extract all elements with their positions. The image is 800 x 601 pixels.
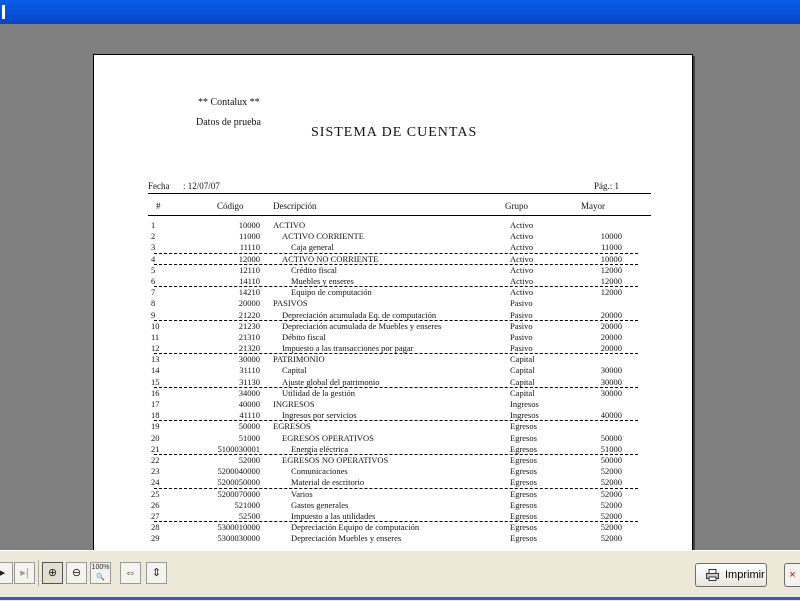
table-row xyxy=(94,231,692,242)
table-row xyxy=(94,354,692,365)
cell-mayor: 20000 xyxy=(600,343,622,354)
cell-code: 21310 xyxy=(238,331,260,342)
cell-code: 34000 xyxy=(238,387,260,398)
table-row xyxy=(94,298,692,309)
cell-code: 20000 xyxy=(238,298,260,309)
zoom-in-icon[interactable]: ⊕ xyxy=(42,562,63,584)
cell-desc: Depreciación acumulada Eq. de computación xyxy=(282,309,437,320)
cell-code: 10000 xyxy=(238,220,260,230)
cell-desc: Depreciación acumulada de Muebles y enseres xyxy=(282,320,442,331)
cell-group: Egresos xyxy=(510,499,537,510)
cell-desc: Varios xyxy=(291,488,313,499)
cell-num: 7 xyxy=(151,287,156,298)
window-titlebar[interactable] xyxy=(0,0,800,24)
cell-code: 12000 xyxy=(238,253,260,264)
cell-num: 17 xyxy=(151,399,160,409)
report-page xyxy=(93,54,693,550)
cell-code: 5200050000 xyxy=(217,477,260,488)
cell-mayor: 52000 xyxy=(600,466,622,477)
cell-code: 41110 xyxy=(239,410,260,421)
table-row xyxy=(94,321,692,332)
header-rule-bottom xyxy=(148,215,651,216)
cell-num: 9 xyxy=(151,309,156,320)
cell-code: 11000 xyxy=(239,231,260,242)
cell-group: Pasivo xyxy=(510,343,533,354)
table-row xyxy=(151,410,638,421)
cell-desc: PATRIMONIO xyxy=(273,354,325,365)
cell-desc: Comunicaciones xyxy=(291,466,348,477)
cell-desc: Equipo de computación xyxy=(291,287,372,298)
cell-group: Activo xyxy=(510,275,534,286)
cell-group: Ingresos xyxy=(510,410,539,421)
cell-mayor: 10000 xyxy=(600,231,622,242)
cell-mayor: 12000 xyxy=(600,287,622,298)
cell-group: Egresos xyxy=(510,477,537,488)
cell-num: 10 xyxy=(151,320,160,331)
cell-mayor: 20000 xyxy=(600,320,622,331)
cell-mayor: 12000 xyxy=(600,264,622,275)
accounts-table xyxy=(94,220,692,544)
cell-mayor: 52000 xyxy=(600,510,622,521)
cell-mayor: 51000 xyxy=(600,443,622,454)
cell-desc: Débito fiscal xyxy=(282,331,326,342)
cell-desc: Depreciación Muebles y enseres xyxy=(291,533,402,544)
cell-code: 5300030000 xyxy=(217,533,260,544)
cell-num: 6 xyxy=(151,275,156,286)
cell-num: 26 xyxy=(151,499,160,510)
table-row xyxy=(94,466,692,477)
cell-num: 5 xyxy=(151,264,156,275)
cell-group: Egresos xyxy=(510,533,537,544)
cell-desc: ACTIVO NO CORRIENTE xyxy=(282,253,379,264)
cell-group: Activo xyxy=(510,231,534,242)
cell-group: Activo xyxy=(510,220,534,230)
table-row xyxy=(94,265,692,276)
page-width-icon[interactable]: ⇔ xyxy=(120,562,141,584)
cell-num: 2 xyxy=(151,231,156,242)
last-page-icon[interactable]: ▸ xyxy=(0,562,13,584)
page-height-icon[interactable]: ⇕ xyxy=(146,562,167,584)
close-icon[interactable]: × xyxy=(784,563,800,587)
cell-num: 28 xyxy=(151,522,160,533)
cell-group: Pasivo xyxy=(510,320,533,331)
cell-desc: Caja general xyxy=(291,242,334,253)
table-row xyxy=(94,533,692,544)
cell-code: 21220 xyxy=(238,309,260,320)
cell-code: 51000 xyxy=(238,432,260,443)
cell-num: 16 xyxy=(151,387,160,398)
cell-mayor: 52000 xyxy=(600,499,622,510)
cell-group: Pasivo xyxy=(510,331,533,342)
cell-code: 21230 xyxy=(238,320,260,331)
cell-code: 11110 xyxy=(239,242,260,253)
cell-desc: EGRESOS OPERATIVOS xyxy=(282,432,374,443)
cell-group: Capital xyxy=(510,387,535,398)
window-icon xyxy=(2,5,5,19)
cell-group: Egresos xyxy=(510,510,537,521)
first-page-disabled-icon: ▸| xyxy=(14,562,35,584)
cell-group: Activo xyxy=(510,253,534,264)
table-row xyxy=(151,510,638,522)
print-button[interactable] xyxy=(695,563,767,587)
cell-code: 31130 xyxy=(239,376,260,387)
zoom-100-icon[interactable]: 100% 🔍 xyxy=(90,562,111,584)
printer-icon xyxy=(706,569,719,581)
cell-desc: Energía eléctrica xyxy=(291,443,349,454)
cell-code: 5300010000 xyxy=(217,522,260,533)
table-row xyxy=(151,443,638,455)
cell-group: Activo xyxy=(510,242,534,253)
table-row xyxy=(94,421,692,432)
cell-code: 52500 xyxy=(238,510,260,521)
cell-num: 19 xyxy=(151,421,160,432)
cell-mayor: 10000 xyxy=(600,253,622,264)
page-number: Pág.: 1 xyxy=(594,181,620,191)
cell-num: 24 xyxy=(151,477,160,488)
cell-num: 11 xyxy=(151,331,160,342)
cell-num: 14 xyxy=(151,365,160,376)
cell-group: Egresos xyxy=(510,522,537,533)
table-row xyxy=(94,220,692,231)
table-row xyxy=(151,343,638,354)
cell-desc: ACTIVO CORRIENTE xyxy=(282,231,364,242)
report-title: SISTEMA DE CUENTAS xyxy=(311,125,478,140)
cell-desc: Ajuste global del patrimonio xyxy=(282,376,380,387)
table-row xyxy=(94,433,692,444)
table-row xyxy=(94,399,692,410)
col-header-mayor: Mayor xyxy=(581,201,605,211)
table-row xyxy=(151,376,638,388)
zoom-out-icon[interactable]: ⊖ xyxy=(66,562,87,584)
cell-desc: Impuesto a las utilidades xyxy=(291,510,376,521)
cell-group: Capital xyxy=(510,376,535,387)
cell-num: 27 xyxy=(151,510,160,521)
cell-code: 31110 xyxy=(239,365,260,376)
cell-code: 14110 xyxy=(239,275,260,286)
cell-num: 25 xyxy=(151,488,160,499)
table-row xyxy=(151,253,638,265)
cell-group: Activo xyxy=(510,287,534,298)
cell-code: 30000 xyxy=(238,354,260,365)
table-row xyxy=(151,242,638,253)
cell-code: 50000 xyxy=(238,421,260,432)
col-header-code: Código xyxy=(217,201,244,211)
cell-group: Egresos xyxy=(510,421,537,432)
cell-mayor: 12000 xyxy=(600,275,622,286)
table-row xyxy=(94,500,692,511)
cell-mayor: 20000 xyxy=(600,309,622,320)
table-row xyxy=(94,287,692,298)
cell-code: 12110 xyxy=(239,264,260,275)
table-row xyxy=(151,477,638,488)
cell-group: Pasivo xyxy=(510,298,533,309)
cell-mayor: 52000 xyxy=(600,533,622,544)
cell-mayor: 52000 xyxy=(600,488,622,499)
cell-mayor: 52000 xyxy=(600,522,622,533)
cell-group: Egresos xyxy=(510,488,537,499)
zoom-100-label: 100% xyxy=(91,564,110,571)
cell-mayor: 40000 xyxy=(600,410,622,421)
cell-desc: Muebles y enseres xyxy=(291,275,354,286)
cell-desc: PASIVOS xyxy=(273,298,308,309)
cell-group: Ingresos xyxy=(510,399,539,409)
table-row xyxy=(151,275,638,287)
table-row xyxy=(94,489,692,500)
cell-num: 15 xyxy=(151,376,160,387)
col-header-group: Grupo xyxy=(505,201,528,211)
cell-code: 52000 xyxy=(238,454,260,465)
cell-num: 18 xyxy=(151,410,160,421)
cell-mayor: 30000 xyxy=(600,376,622,387)
table-row xyxy=(94,522,692,533)
print-label: Imprimir xyxy=(725,569,765,581)
cell-code: 14210 xyxy=(238,287,260,298)
cell-mayor: 30000 xyxy=(600,387,622,398)
report-subtitle: Datos de prueba xyxy=(196,117,261,128)
cell-code: 40000 xyxy=(238,399,260,409)
cell-desc: Ingresos por servicios xyxy=(282,410,357,421)
cell-desc: EGRESOS NO OPERATIVOS xyxy=(282,454,389,465)
cell-desc: Material de escritorio xyxy=(291,477,365,488)
cell-desc: INGRESOS xyxy=(273,399,315,409)
cell-num: 21 xyxy=(151,443,160,454)
col-header-desc: Descripción xyxy=(273,201,317,211)
cell-num: 13 xyxy=(151,354,160,365)
cell-desc: Capital xyxy=(282,365,307,376)
cell-group: Egresos xyxy=(510,443,537,454)
cell-num: 4 xyxy=(151,253,156,264)
preview-toolbar xyxy=(0,550,800,601)
report-date: Fecha : 12/07/07 xyxy=(148,181,220,191)
cell-num: 8 xyxy=(151,298,156,309)
cell-code: 5200070000 xyxy=(217,488,260,499)
cell-code: 21320 xyxy=(238,343,260,354)
cell-num: 23 xyxy=(151,466,160,477)
preview-viewport[interactable] xyxy=(0,24,800,550)
cell-desc: EGRESOS xyxy=(273,421,311,432)
table-row xyxy=(94,455,692,466)
table-row xyxy=(94,332,692,343)
cell-group: Pasivo xyxy=(510,309,533,320)
cell-group: Capital xyxy=(510,365,535,376)
header-rule-top xyxy=(148,193,651,194)
cell-num: 22 xyxy=(151,454,160,465)
cell-num: 3 xyxy=(151,242,156,253)
table-row xyxy=(94,388,692,399)
cell-num: 12 xyxy=(151,343,160,354)
cell-mayor: 52000 xyxy=(600,477,622,488)
cell-group: Capital xyxy=(510,354,535,365)
cell-mayor: 11000 xyxy=(601,242,622,253)
cell-desc: Crédito fiscal xyxy=(291,264,338,275)
cell-mayor: 50000 xyxy=(600,454,622,465)
cell-code: 5100030001 xyxy=(217,443,260,454)
cell-desc: Depreciación Equipo de computación xyxy=(291,522,420,533)
cell-mayor: 20000 xyxy=(600,331,622,342)
cell-mayor: 50000 xyxy=(600,432,622,443)
table-row xyxy=(94,365,692,376)
cell-num: 29 xyxy=(151,533,160,544)
toolbar-separator xyxy=(38,560,39,586)
cell-group: Egresos xyxy=(510,454,537,465)
cell-num: 20 xyxy=(151,432,160,443)
table-row xyxy=(151,309,638,321)
cell-group: Activo xyxy=(510,264,534,275)
cell-desc: Gastos generales xyxy=(291,499,349,510)
cell-mayor: 30000 xyxy=(600,365,622,376)
cell-desc: ACTIVO xyxy=(273,220,306,230)
cell-num: 1 xyxy=(151,220,156,230)
company-name: ** Contalux ** xyxy=(198,97,260,108)
cell-code: 5200040000 xyxy=(217,466,260,477)
cell-group: Egresos xyxy=(510,466,537,477)
cell-desc: Impuesto a las transacciones por pagar xyxy=(282,343,414,354)
cell-desc: Utilidad de la gestión xyxy=(282,387,355,398)
cell-group: Egresos xyxy=(510,432,537,443)
col-header-num: # xyxy=(156,201,161,211)
cell-code: 521000 xyxy=(234,499,260,510)
